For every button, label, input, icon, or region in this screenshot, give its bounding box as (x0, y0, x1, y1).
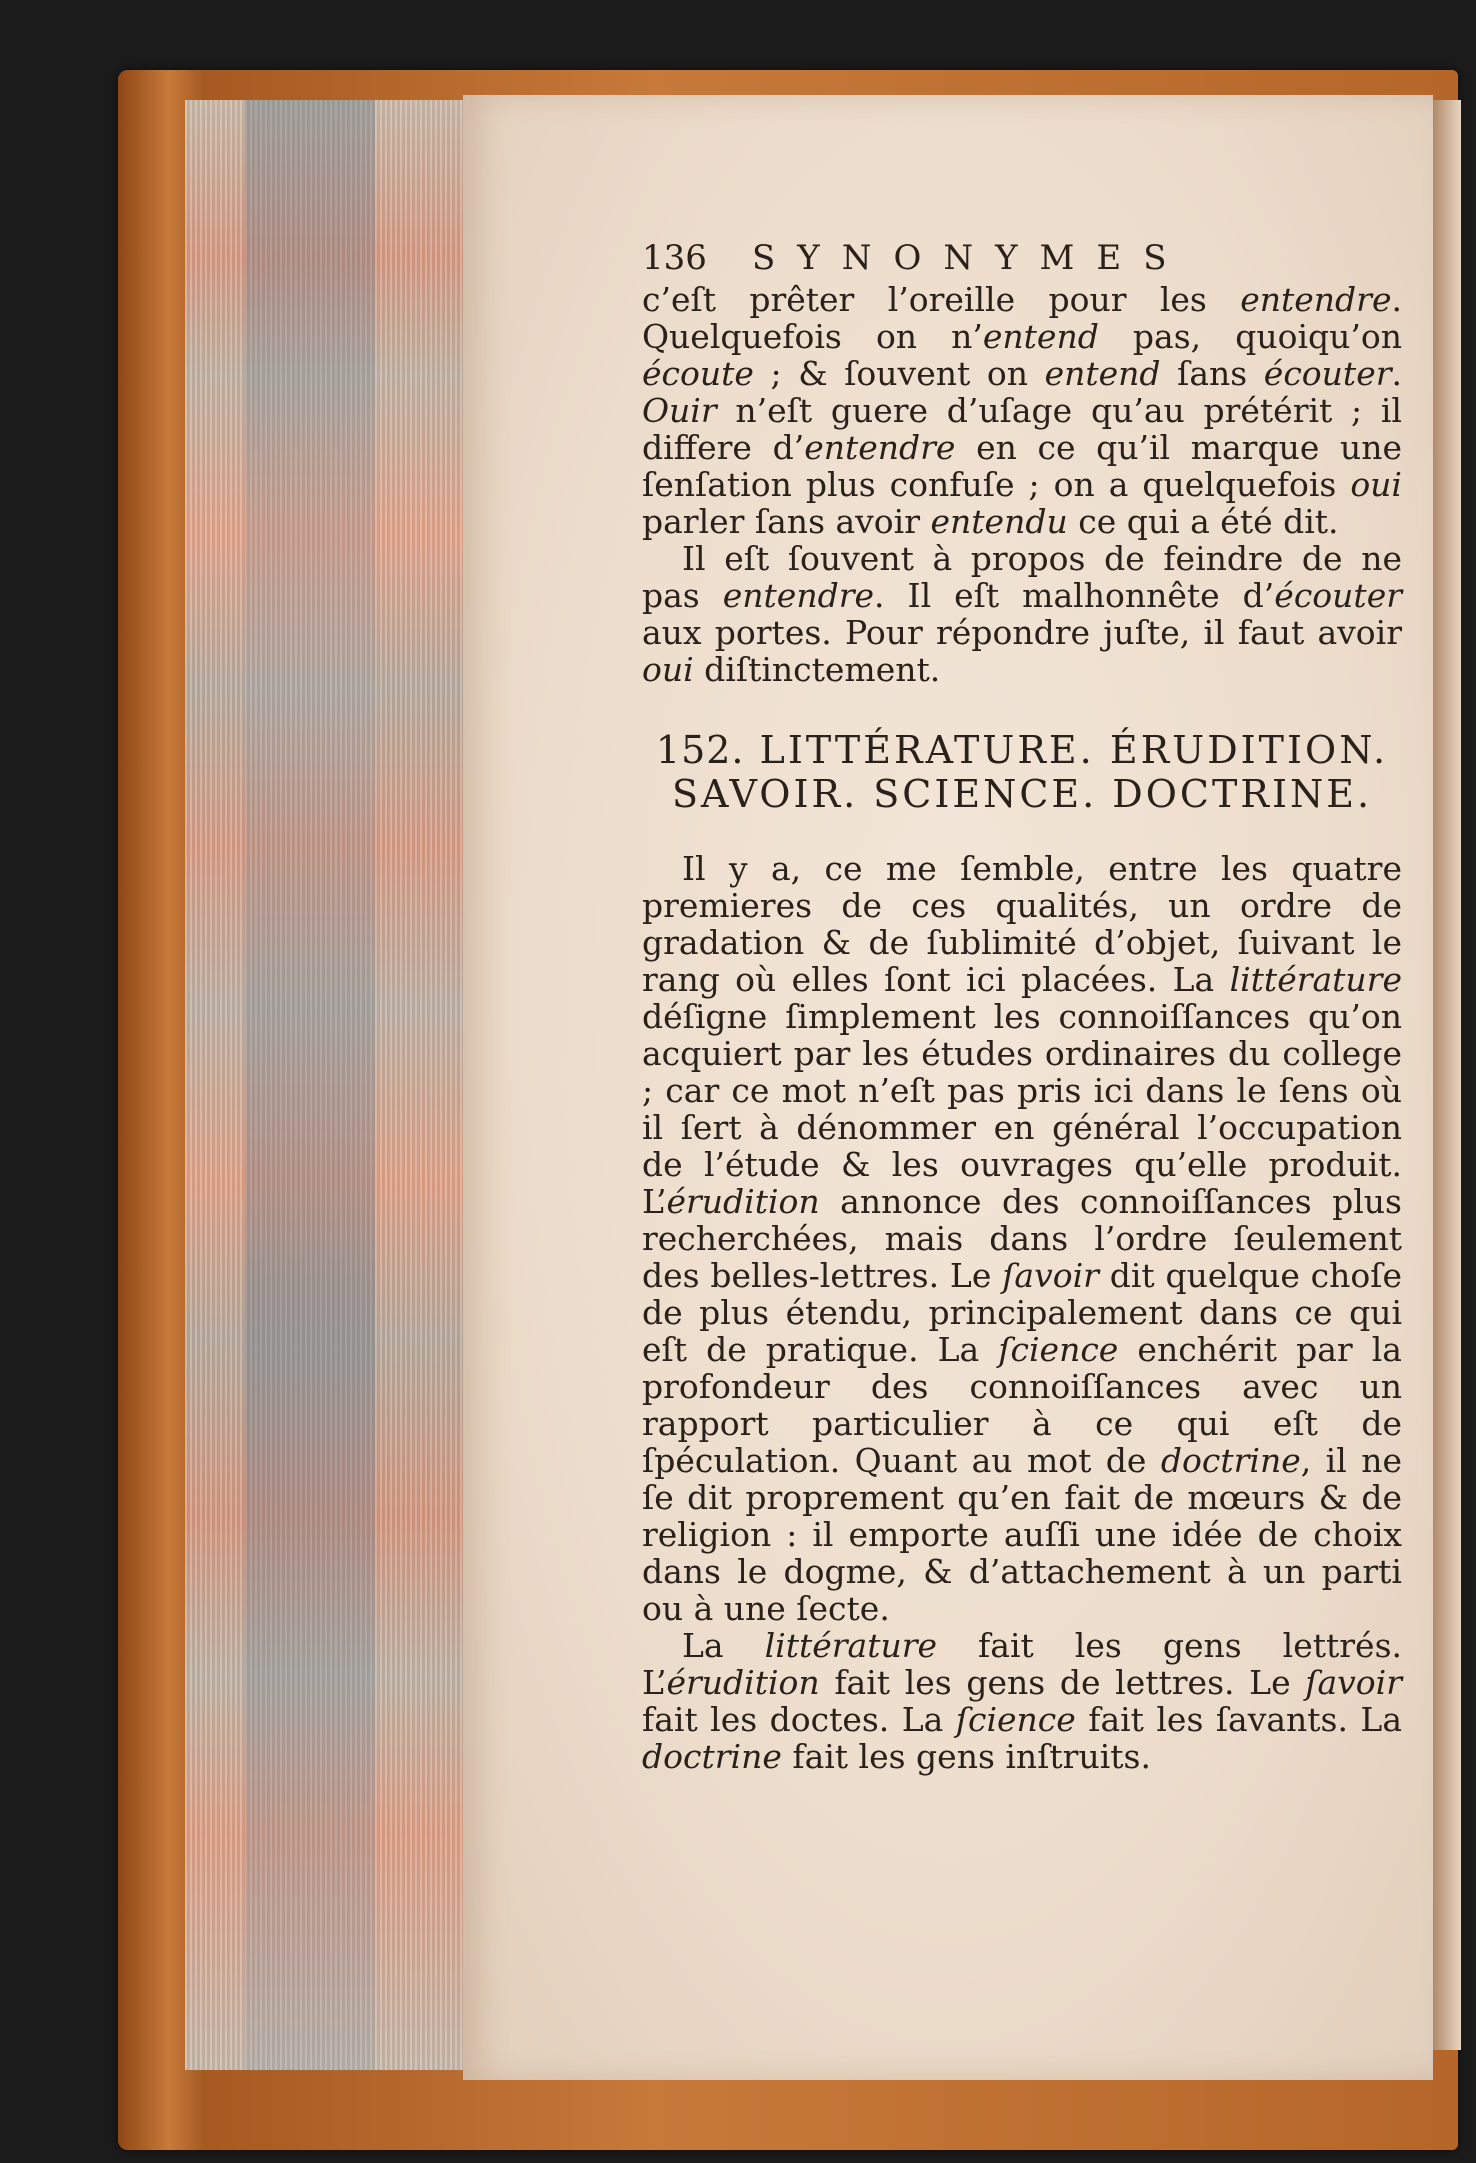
section-number: 152. (655, 728, 745, 772)
running-title: SYNONYMES (752, 238, 1189, 278)
facing-page-edge (1433, 100, 1461, 2050)
page-edges (185, 100, 463, 2070)
paragraph-summary: La littérature fait les gens lettrés. L’érudition fait les gens de lettres. Le ſavoir fait les doctes. La ſcience fait les ſavants. La doctrine fait les gens inſtruits. (642, 1626, 1403, 1776)
heading-line-1: LITTÉRATURE. ÉRUDITION. (759, 728, 1389, 772)
heading-line-2: SAVOIR. SCIENCE. DOCTRINE. (671, 772, 1373, 816)
paragraph-examples: Il eſt ſouvent à propos de feindre de ne pas entendre. Il eſt malhonnête d’écouter aux portes. Pour répondre juſte, il faut avoir oui diſtinctement. (642, 539, 1402, 689)
paragraph-ouir: c’eſt prêter l’oreille pour les entendre. Quelquefois on n’entend pas, quoiqu’on écoute ; & ſouvent on entend ſans écouter. Ouir n’eſt guere d’uſage qu’au prétérit ; il differe d’entendre en ce qu’il marque une ſenſation plus confuſe ; on a quelquefois oui parler ſans avoir entendu ce qui a été dit. (642, 280, 1403, 541)
running-header (642, 240, 1402, 277)
page-text (642, 240, 1402, 1775)
section-heading (642, 728, 1402, 816)
page-number: 136 (642, 238, 707, 278)
paragraph-definitions: Il y a, ce me ſemble, entre les quatre premieres de ces qualités, un ordre de gradation & de ſublimité d’objet, ſuivant le rang où elles ſont ici placées. La littérature déſigne ſimplement les connoiſſances qu’on acquiert par les études ordinaires du college ; car ce mot n’eſt pas pris ici dans le ſens où il ſert à dénommer en général l’occupation de l’étude & les ouvrages qu’elle produit. L’érudition annonce des connoiſſances plus recherchées, mais dans l’ordre ſeulement des belles-lettres. Le ſavoir dit quelque choſe de plus étendu, principalement dans ce qui eſt de pratique. La ſcience enchérit par la profondeur des connoiſſances avec un rapport particulier à ce qui eſt de ſpéculation. Quant au mot de doctrine, il ne ſe dit proprement qu’en fait de mœurs & de religion : il emporte auſſi une idée de choix dans le dogme, & d’attachement à un parti ou à une ſecte. (642, 849, 1403, 1628)
